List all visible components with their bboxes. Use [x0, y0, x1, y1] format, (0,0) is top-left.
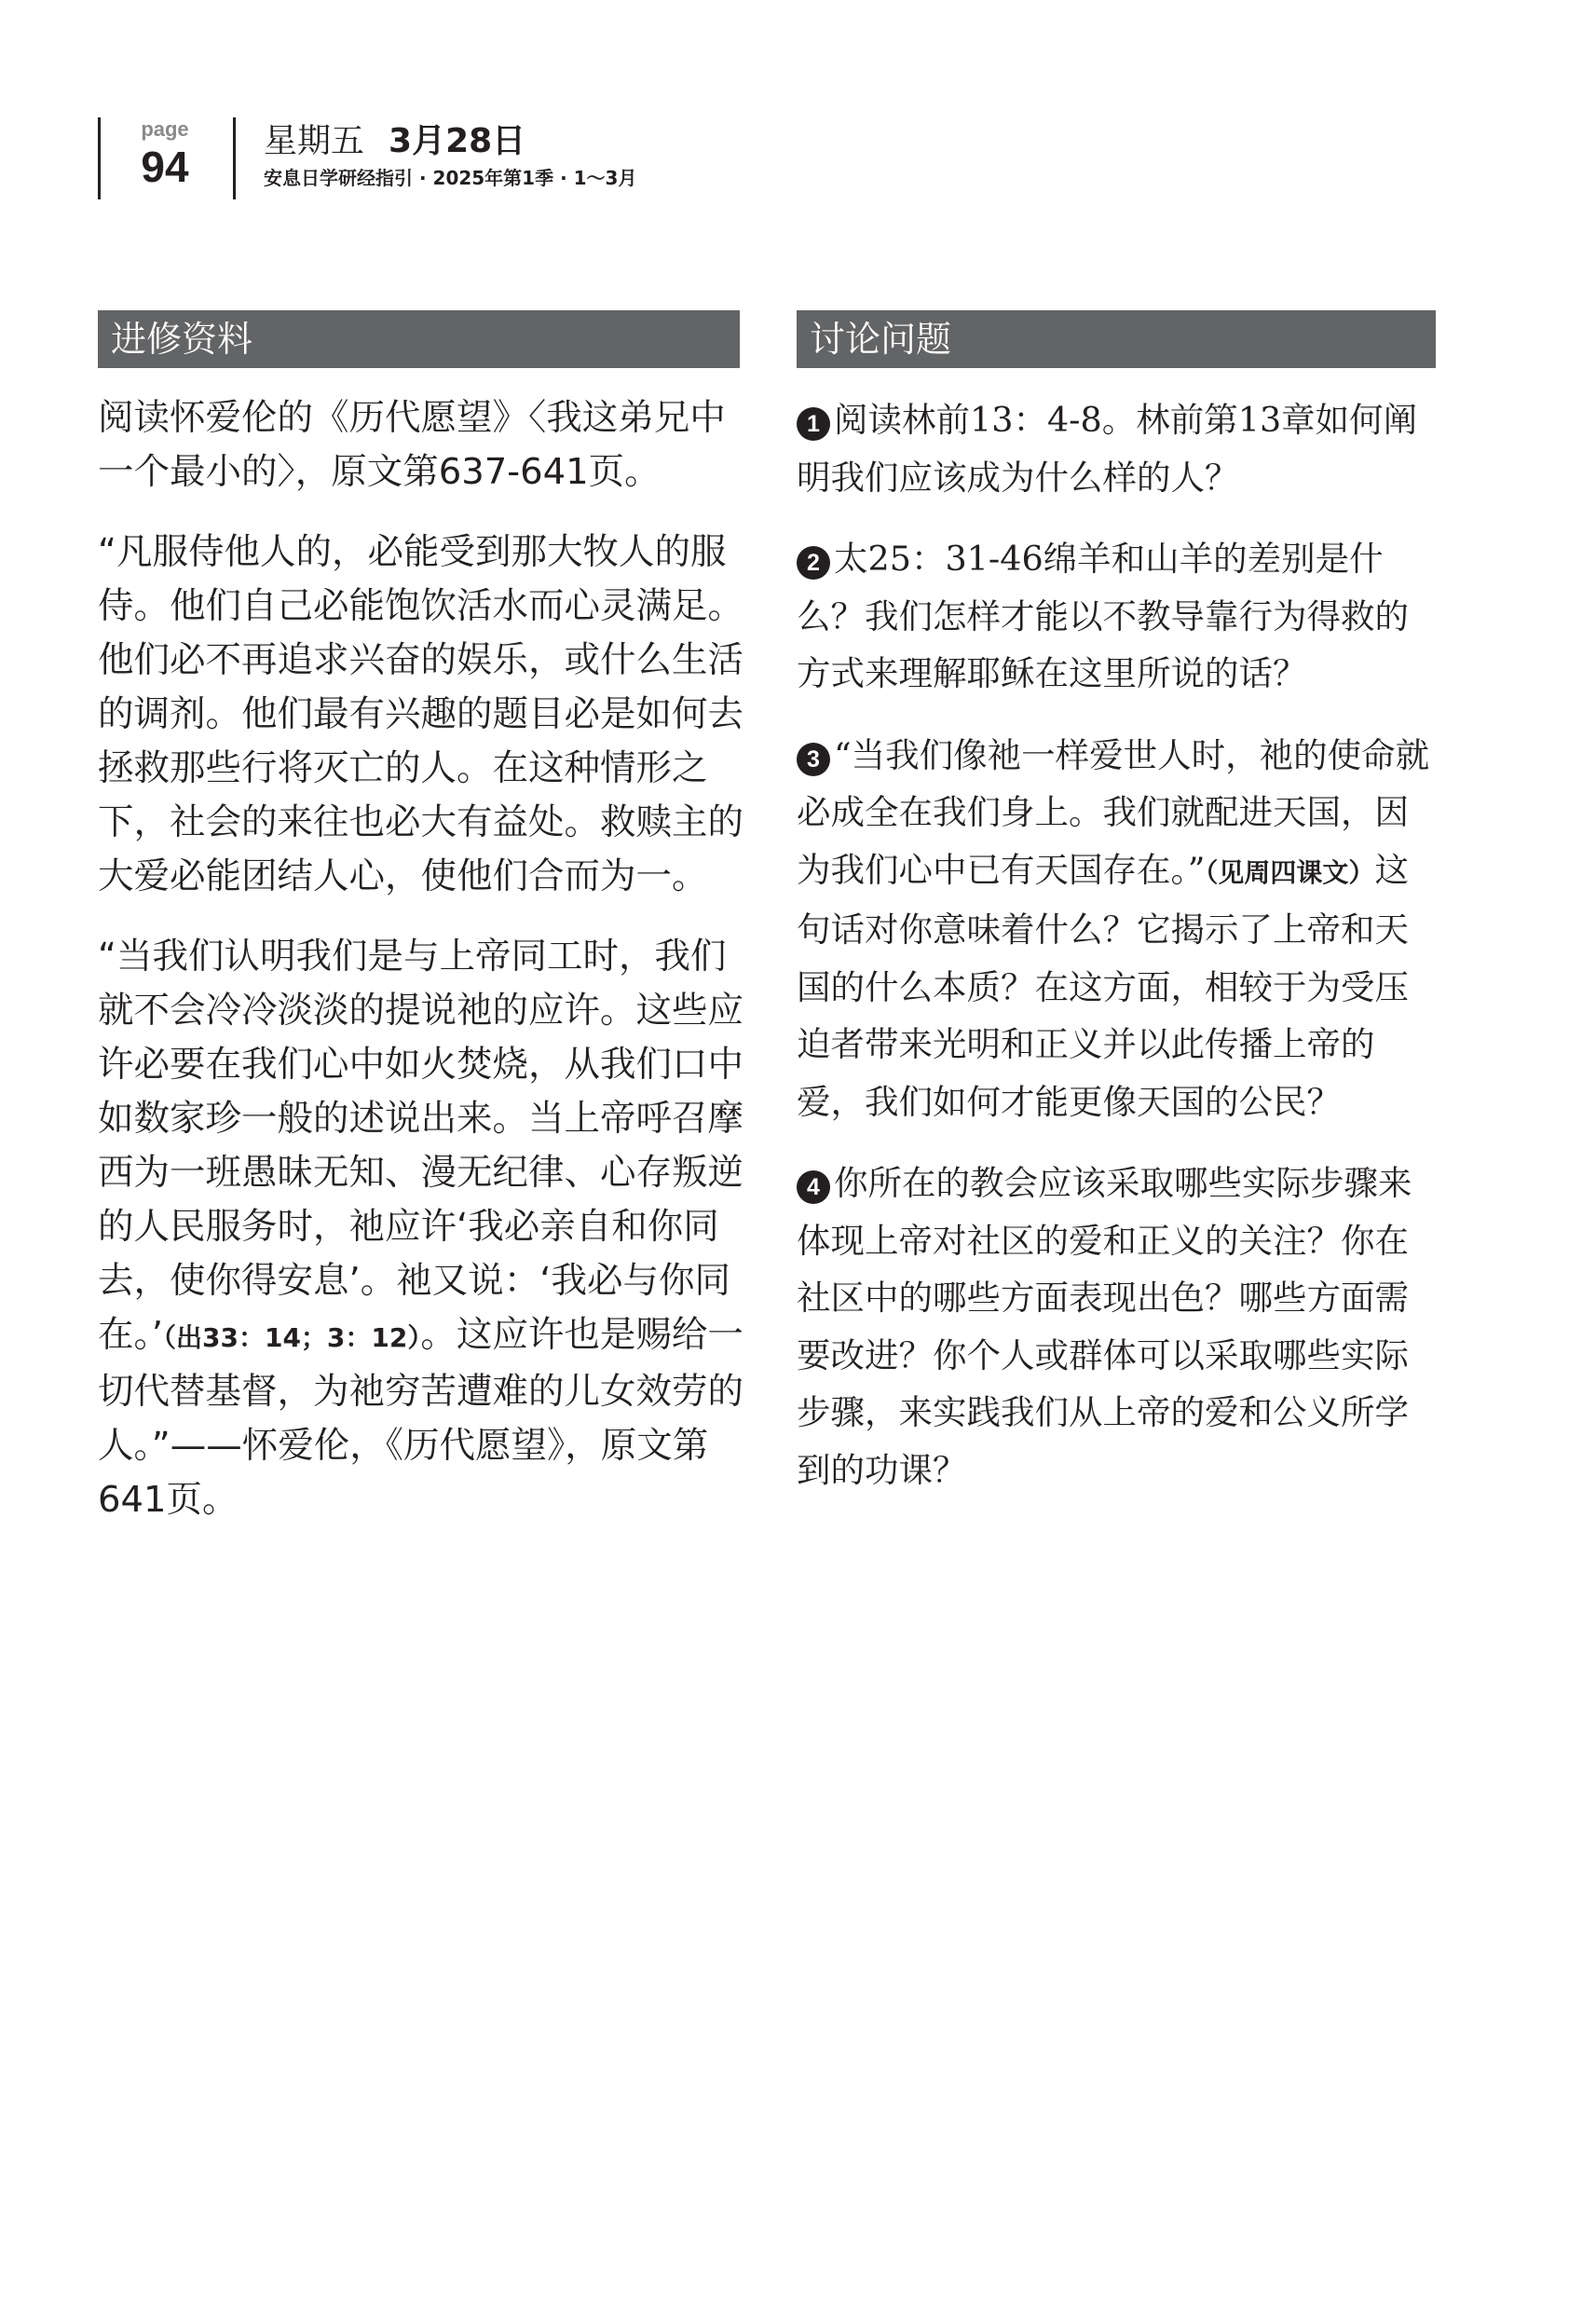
- quote-paragraph-2-text-a: “当我们认明我们是与上帝同工时，我们就不会冷冷淡淡的提说祂的应许。这些应许必要在我们心中如火焚烧，从我们口中如数家珍一般的述说出来。当上帝呼召摩西为一班愚昧无知、漫无纪律、心存叛逆的人民服务时，祂应许‘我必亲自和你同去，使你得安息’。祂又说：‘我必与你同在。’: [98, 936, 744, 1356]
- quote-paragraph-2-text-b: 。这应许也是赐给一切代替基督，为祂穷苦遭难的儿女效劳的人。”——怀爱伦，《历代愿望》，原文第641页。: [98, 1314, 744, 1521]
- question-number-badge: 4: [797, 1170, 830, 1204]
- question-text-a: “当我们像祂一样爱世人时，祂的使命就必成全在我们身上。我们就配进天国，因为我们心中已有天国存在。”: [797, 734, 1430, 890]
- question-text: 太25：31-46绵羊和山羊的差别是什么？我们怎样才能以不教导靠行为得救的方式来理解耶稣在这里所说的话？: [797, 539, 1409, 693]
- header-divider-right: [233, 117, 236, 199]
- question-text: 你所在的教会应该采取哪些实际步骤来体现上帝对社区的爱和正义的关注？你在社区中的哪些方面表现出色？哪些方面需要改进？你个人或群体可以采取哪些实际步骤，来实践我们从上帝的爱和公义所学到的功课？: [797, 1163, 1412, 1490]
- further-study-body: [98, 391, 744, 1553]
- discussion-questions-heading: 讨论问题: [797, 310, 1436, 368]
- question-item-1: [797, 391, 1439, 506]
- day-of-week: 星期五: [264, 122, 365, 160]
- publication-subtitle: 安息日学研经指引 · 2025年第1季 · 1～3月: [264, 167, 637, 189]
- question-number-badge: 2: [797, 546, 830, 580]
- discussion-questions-body: [797, 391, 1439, 1523]
- lesson-date: 3月28日: [389, 122, 526, 160]
- page-number-block: [104, 117, 225, 192]
- question-number-badge: 1: [797, 407, 830, 441]
- quote-paragraph-2: [98, 930, 744, 1527]
- quote-paragraph-1: “凡服侍他人的，必能受到那大牧人的服侍。他们自己必能饱饮活水而心灵满足。他们必不再追求兴奋的娱乐，或什么生活的调剂。他们最有兴趣的题目必是如何去拯救那些行将灭亡的人。在这种情形之下，社会的来往也必大有益处。救赎主的大爱必能团结人心，使他们合而为一。: [98, 531, 744, 897]
- question-number-badge: 3: [797, 743, 830, 776]
- day-date-line: [264, 121, 525, 168]
- further-study-heading: 进修资料: [98, 310, 740, 368]
- question-item-3: [797, 727, 1439, 1131]
- question-text-b: 这句话对你意味着什么？它揭示了上帝和天国的什么本质？在这方面，相较于为受压迫者带来光明和正义并以此传播上帝的爱，我们如何才能更像天国的公民？: [797, 849, 1409, 1122]
- page-number: 94: [141, 143, 189, 191]
- page-header: [93, 117, 932, 201]
- scripture-reference: （出33：14；3：12）: [163, 1322, 421, 1353]
- question-item-4: [797, 1155, 1439, 1498]
- question-text: 阅读林前13：4-8。林前第13章如何阐明我们应该成为什么样的人？: [797, 400, 1418, 498]
- page-label: page: [141, 117, 189, 141]
- lesson-reference: （见周四课文）: [1205, 856, 1375, 888]
- reading-assignment: 阅读怀爱伦的《历代愿望》〈我这弟兄中一个最小的〉，原文第637-641页。: [98, 397, 726, 493]
- question-item-2: [797, 530, 1439, 703]
- header-divider-left: [98, 117, 101, 199]
